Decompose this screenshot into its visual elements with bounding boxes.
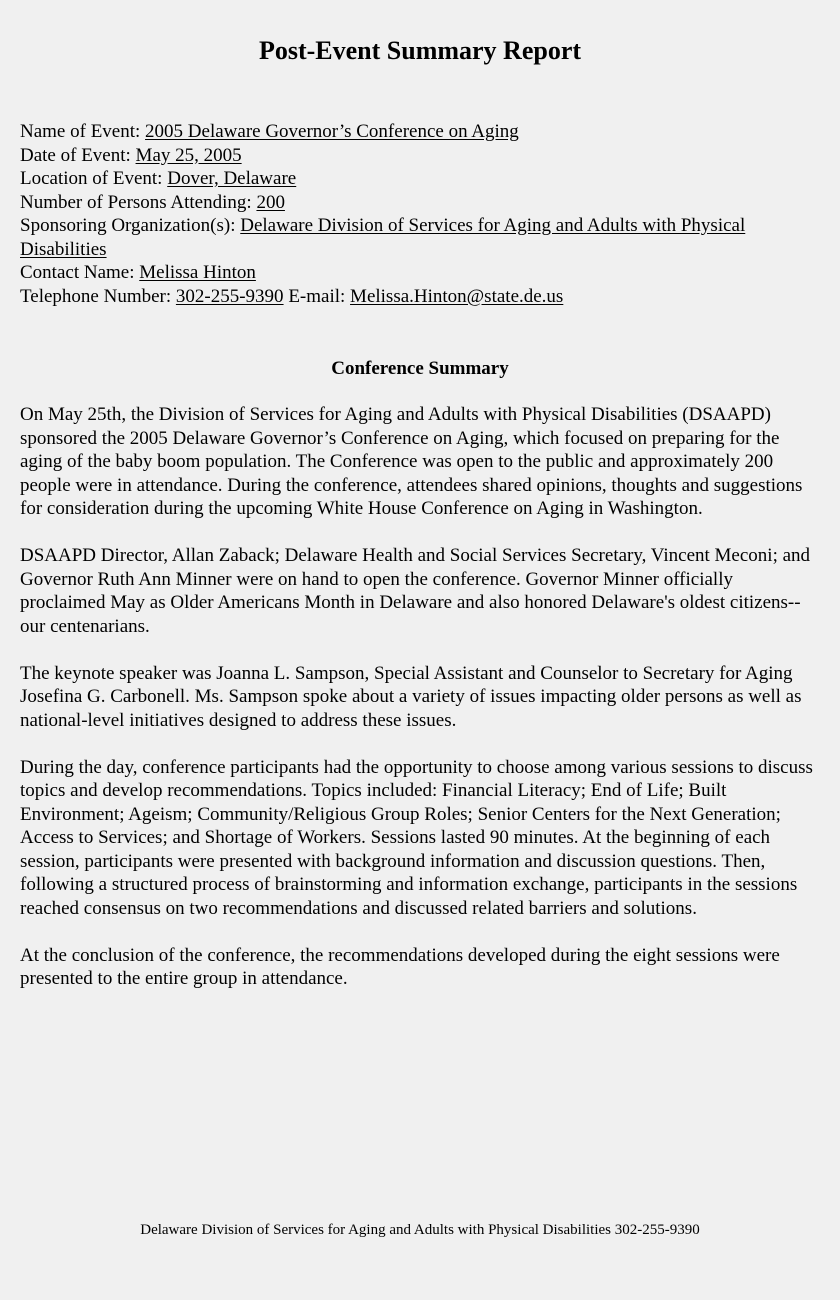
sponsor-value: Delaware Division of Services for Aging and Adults with Physical Disabilities — [20, 215, 746, 260]
summary-paragraph-1: On May 25th, the Division of Services for Aging and Adults with Physical Disabilities (DSAAPD) sponsored the 2005 Delaware Governor’s Conference on Aging, which focused on preparing for the aging of the baby boom population. The Conference was open to the public and approximately 200 people were in attendance. During the conference, attendees shared opinions, thoughts and suggestions for consideration during the upcoming White House Conference on Aging in Washington. — [20, 404, 803, 519]
summary-paragraph-3: The keynote speaker was Joanna L. Sampson, Special Assistant and Counselor to Secretary for Aging Josefina G. Carbonell. Ms. Sampson spoke about a variety of issues impacting older persons as well as national-level initiatives designed to address these issues. — [20, 662, 802, 731]
page-footer: Delaware Division of Services for Aging and Adults with Physical Disabilities 302-255-9390 — [140, 1222, 700, 1238]
document-title: Post-Event Summary Report — [258, 36, 582, 65]
sponsor-label: Sponsoring Organization(s): — [20, 215, 241, 236]
attendance-line — [20, 191, 820, 215]
event-date-label: Date of Event: — [20, 144, 136, 166]
summary-body — [20, 403, 820, 1014]
summary-paragraph-5: At the conclusion of the conference, the recommendations developed during the eight sessions were presented to the entire group in attendance. — [20, 944, 780, 989]
event-date-line — [20, 144, 820, 168]
event-location-label: Location of Event: — [20, 168, 168, 189]
event-info-block — [20, 120, 820, 308]
event-location-line — [20, 167, 820, 191]
event-name-value: 2005 Delaware Governor’s Conference on Aging — [145, 121, 519, 142]
summary-paragraph-4: During the day, conference participants had the opportunity to choose among various sessions to discuss topics and develop recommendations. Topics included: Financial Literacy; End of Life; Built Environment; Ageism; Community/Religious Group Roles; Senior Centers for the Next Generation; Access to Services; and Shortage of Workers. Sessions lasted 90 minutes. At the beginning of each session, participants were presented with background information and discussion questions. Then, following a structured process of brainstorming and information exchange, participants in the sessions reached consensus on two recommendations and discussed related barriers and solutions. — [20, 756, 813, 919]
event-location-value: Dover, Delaware — [167, 168, 297, 189]
email-label: E-mail: — [283, 285, 351, 307]
attendance-value: 200 — [256, 191, 285, 213]
summary-paragraph-2: DSAAPD Director, Allan Zaback; Delaware Health and Social Services Secretary, Vincent Meconi; and Governor Ruth Ann Minner were on hand to open the conference. Governor Minner officially proclaimed May as Older Americans Month in Delaware and also honored Delaware's oldest citizens--our centenarians. — [20, 545, 811, 637]
sponsor-line — [20, 214, 820, 261]
event-name-line — [20, 120, 820, 144]
phone-email-line — [20, 285, 820, 309]
contact-value: Melissa Hinton — [139, 262, 256, 283]
event-name-label: Name of Event: — [20, 121, 146, 142]
phone-label: Telephone Number: — [20, 285, 176, 307]
phone-value: 302-255-9390 — [175, 285, 284, 307]
email-value: Melissa.Hinton@state.de.us — [350, 285, 564, 307]
contact-label: Contact Name: — [20, 262, 140, 283]
event-date-value: May 25, 2005 — [135, 144, 242, 166]
conference-summary-heading: Conference Summary — [331, 358, 509, 379]
contact-line — [20, 261, 820, 285]
attendance-label: Number of Persons Attending: — [20, 191, 257, 213]
